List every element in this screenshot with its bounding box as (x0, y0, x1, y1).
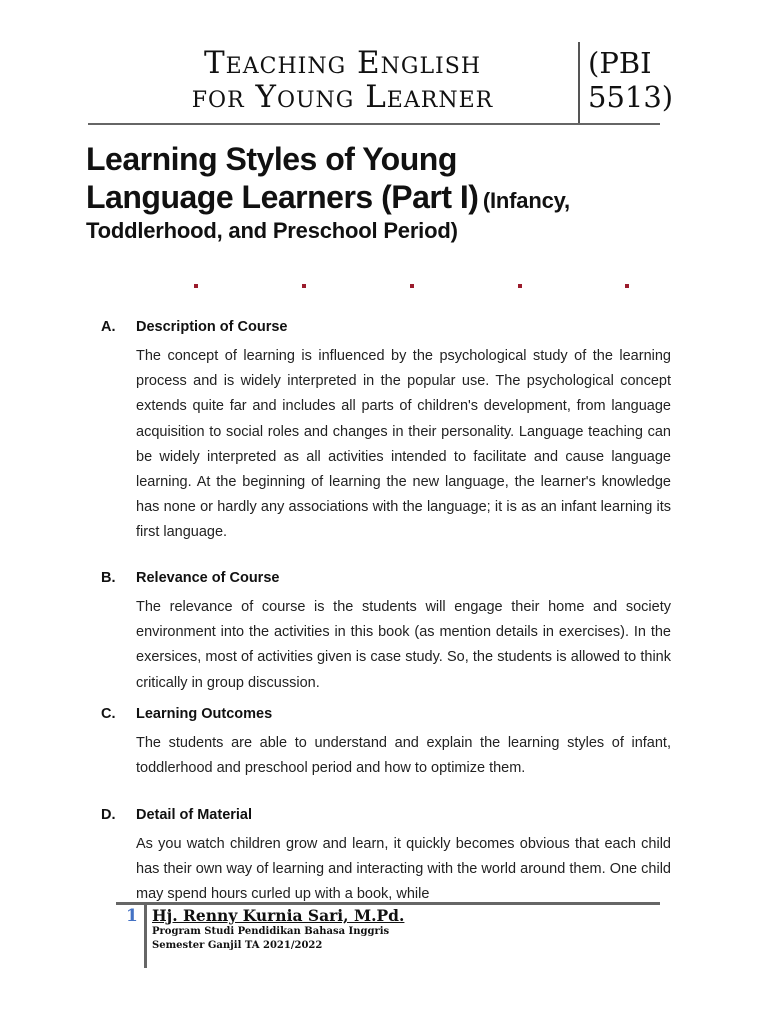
section-body: The relevance of course is the students will engage their home and society environment into the activities in this book (as mention details in exercises). In the exersices, most of activities given is case study. So, the students is allowed to think critically in group discussion. (136, 599, 671, 691)
document-title-line-1: Learning Styles of Young (86, 141, 457, 177)
page-number: 1 (126, 906, 138, 926)
section-heading: Detail of Material (136, 807, 253, 823)
section-letter: C. (101, 706, 116, 722)
decorative-dot (302, 284, 306, 288)
footer-divider-vertical (144, 902, 147, 968)
footer-divider (116, 902, 660, 905)
section-heading: Learning Outcomes (136, 706, 273, 722)
course-code-line-1: (PBI (588, 46, 652, 80)
decorative-dot (625, 284, 629, 288)
section-heading: Description of Course (136, 319, 288, 335)
document-title-line-3: Toddlerhood, and Preschool Period) (86, 218, 458, 243)
course-code (588, 46, 674, 114)
section-body: The concept of learning is influenced by the psychological study of the learning process and is widely interpreted in the popular use. The psychological concept extends quite far and includes all parts of children's development, from language acquisition to social roles and changes in their personality. Language teaching can be widely interpreted as all activities intended to facilitate and cause language learning. At the beginning of learning the new language, the learner's knowledge has none or hardly any associations with the language; it is as an infant learning its first language. (136, 348, 671, 541)
section-body: The students are able to understand and explain the learning styles of infant, toddlerhood and preschool period and how to optimize them. (136, 735, 671, 777)
course-code-line-2: 5513) (588, 80, 674, 114)
header-divider (88, 123, 660, 125)
header-divider-vertical (578, 42, 580, 124)
section-letter: A. (101, 319, 116, 335)
decorative-dot (410, 284, 414, 288)
section-letter: D. (101, 807, 116, 823)
decorative-dots (0, 278, 768, 292)
document-title-subtitle: (Infancy, (482, 188, 570, 213)
decorative-dot (194, 284, 198, 288)
course-title-line-2: for Young Learner (191, 79, 494, 115)
section-letter: B. (101, 570, 116, 586)
document-title-line-2: Language Learners (Part I) (86, 179, 479, 215)
course-title-line-1: Teaching English (203, 45, 482, 81)
footer-author: Hj. Renny Kurnia Sari, M.Pd. (152, 906, 405, 925)
document-title (86, 140, 686, 246)
decorative-dot (518, 284, 522, 288)
footer-program: Program Studi Pendidikan Bahasa Inggris (152, 926, 390, 937)
course-title (120, 46, 565, 114)
section-body: As you watch children grow and learn, it quickly becomes obvious that each child has their own way of learning and interacting with the world around them. One child may spend hours curled up with a book, while (136, 836, 671, 903)
section-heading: Relevance of Course (136, 570, 280, 586)
footer-semester: Semester Ganjil TA 2021/2022 (152, 940, 323, 951)
